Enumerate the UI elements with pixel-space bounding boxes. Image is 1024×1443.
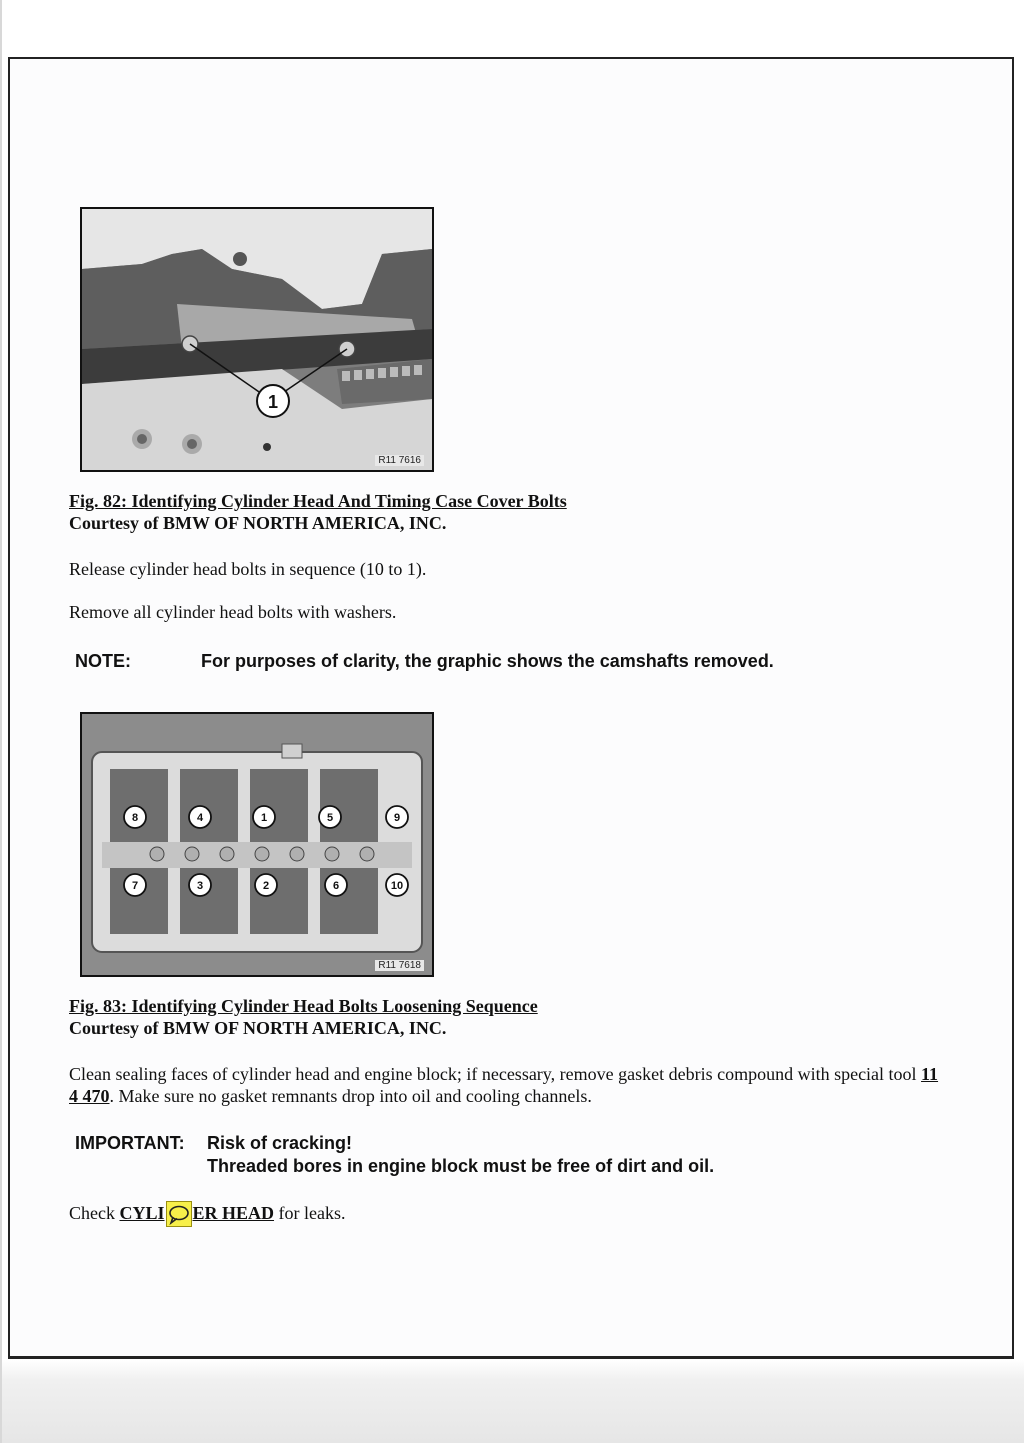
bolt-label-top-2: 4 bbox=[196, 812, 204, 824]
check-prefix: Check bbox=[69, 1203, 120, 1223]
note-text: For purposes of clarity, the graphic shows the camshafts removed. bbox=[201, 651, 774, 671]
bolt-label-bottom-4: 6 bbox=[332, 880, 340, 892]
step-release-bolts: Release cylinder head bolts in sequence (10 to 1). bbox=[69, 559, 427, 579]
bolt-label-bottom-3: 2 bbox=[262, 880, 270, 892]
important-block bbox=[75, 1132, 714, 1178]
cylinder-head-link-part2: ER HEAD bbox=[192, 1203, 275, 1223]
clean-instruction bbox=[69, 1063, 939, 1107]
bolt-label-top-5: 9 bbox=[393, 812, 401, 824]
important-label: IMPORTANT: bbox=[75, 1133, 185, 1153]
important-line-1: Risk of cracking! bbox=[207, 1133, 353, 1153]
figure-82-credit: Courtesy of BMW OF NORTH AMERICA, INC. bbox=[69, 513, 447, 533]
figure-82-id-label: R11 7616 bbox=[375, 455, 424, 466]
bolt-label-top-1: 8 bbox=[131, 812, 139, 824]
figure-82-caption bbox=[69, 490, 567, 534]
note-label: NOTE: bbox=[75, 651, 131, 671]
bolt-label-top-3: 1 bbox=[260, 812, 268, 824]
bolt-label-bottom-2: 3 bbox=[196, 880, 204, 892]
figure-83-title: Fig. 83: Identifying Cylinder Head Bolts Loosening Sequence bbox=[69, 996, 538, 1016]
figure-83-credit: Courtesy of BMW OF NORTH AMERICA, INC. bbox=[69, 1018, 447, 1038]
bolt-label-top-4: 5 bbox=[326, 812, 334, 824]
note-block bbox=[75, 650, 774, 673]
figure-82-image bbox=[80, 207, 434, 472]
figure-82-title: Fig. 82: Identifying Cylinder Head And Timing Case Cover Bolts bbox=[69, 491, 567, 511]
special-tool-link[interactable]: 11 4 470 bbox=[69, 1064, 939, 1106]
important-line-2: Threaded bores in engine block must be free of dirt and oil. bbox=[207, 1156, 715, 1176]
clean-text-before: Clean sealing faces of cylinder head and engine block; if necessary, remove gasket debris compound with special tool bbox=[69, 1064, 922, 1084]
bolt-label-bottom-5: 10 bbox=[390, 880, 404, 892]
clean-text-after: . Make sure no gasket remnants drop into oil and cooling channels. bbox=[109, 1086, 592, 1106]
check-suffix: for leaks. bbox=[274, 1203, 346, 1223]
cylinder-head-link[interactable] bbox=[119, 1203, 274, 1223]
viewer-left-edge bbox=[0, 0, 2, 1443]
engine-timing-case-illustration bbox=[82, 209, 432, 470]
check-instruction bbox=[69, 1201, 939, 1227]
cylinder-head-bolt-sequence-illustration bbox=[82, 714, 432, 975]
document-page bbox=[8, 57, 1014, 1359]
callout-1-label: 1 bbox=[267, 392, 279, 412]
figure-83-image bbox=[80, 712, 434, 977]
bolt-label-bottom-1: 7 bbox=[131, 880, 139, 892]
figure-83-caption bbox=[69, 995, 538, 1039]
step-remove-bolts: Remove all cylinder head bolts with washers. bbox=[69, 602, 397, 622]
figure-83-id-label: R11 7618 bbox=[375, 960, 424, 971]
cylinder-head-link-part1: CYLI bbox=[119, 1203, 165, 1223]
comment-annotation-icon[interactable] bbox=[166, 1201, 192, 1227]
